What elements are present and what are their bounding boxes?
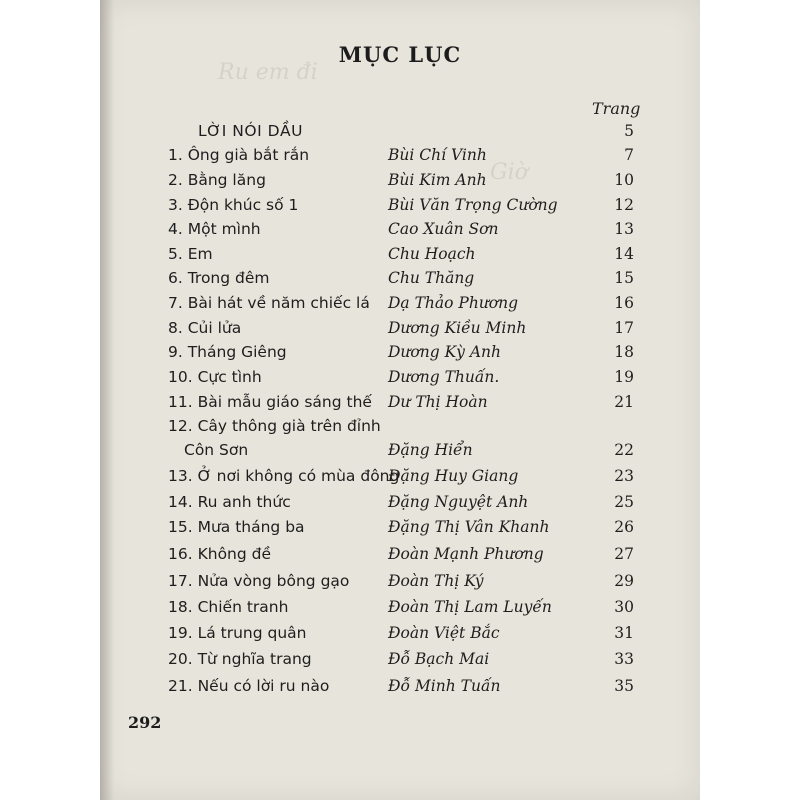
toc-entry xyxy=(0,294,800,318)
entry-page-number: 17 xyxy=(614,319,634,337)
toc-entry xyxy=(0,146,800,170)
toc-entry xyxy=(0,393,800,417)
toc-entry xyxy=(0,598,800,622)
poem-title: 21. Nếu có lời ru nào xyxy=(168,677,330,695)
entry-page-number: 29 xyxy=(614,572,634,590)
entry-page-number: 12 xyxy=(614,196,634,214)
entry-page-number: 26 xyxy=(614,518,634,536)
toc-entry xyxy=(0,122,800,146)
author-name: Đoàn Mạnh Phương xyxy=(388,545,544,563)
entry-page-number: 14 xyxy=(614,245,634,263)
entry-page-number: 16 xyxy=(614,294,634,312)
poem-title: 17. Nửa vòng bông gạo xyxy=(168,572,350,590)
entry-page-number: 18 xyxy=(614,343,634,361)
toc-entry xyxy=(0,245,800,269)
toc-entry xyxy=(0,441,800,465)
toc-entry xyxy=(0,368,800,392)
author-name: Bùi Văn Trọng Cường xyxy=(388,196,558,214)
entry-page-number: 35 xyxy=(614,677,634,695)
toc-entry xyxy=(0,417,800,441)
toc-entry xyxy=(0,319,800,343)
toc-entry xyxy=(0,572,800,596)
entry-page-number: 5 xyxy=(624,122,634,140)
poem-title: 15. Mưa tháng ba xyxy=(168,518,305,536)
author-name: Đỗ Bạch Mai xyxy=(388,650,490,668)
toc-entry xyxy=(0,493,800,517)
entry-page-number: 15 xyxy=(614,269,634,287)
entry-page-number: 22 xyxy=(614,441,634,459)
author-name: Cao Xuân Sơn xyxy=(388,220,499,238)
entry-page-number: 33 xyxy=(614,650,634,668)
show-through-text: Ru em đi xyxy=(218,60,318,85)
author-name: Bùi Kim Anh xyxy=(388,171,487,189)
toc-entry xyxy=(0,650,800,674)
poem-title: 13. Ở nơi không có mùa đông xyxy=(168,467,400,485)
author-name: Dư Thị Hoàn xyxy=(388,393,488,411)
poem-title: 12. Cây thông già trên đỉnh xyxy=(168,417,381,435)
entry-page-number: 30 xyxy=(614,598,634,616)
poem-title: 7. Bài hát về năm chiếc lá xyxy=(168,294,370,312)
author-name: Dạ Thảo Phương xyxy=(388,294,519,312)
show-through-text: Giờ xyxy=(490,160,528,185)
author-name: Chu Thăng xyxy=(388,269,475,287)
poem-title: 14. Ru anh thức xyxy=(168,493,291,511)
entry-page-number: 25 xyxy=(614,493,634,511)
toc-entry xyxy=(0,269,800,293)
entry-page-number: 13 xyxy=(614,220,634,238)
page-title: MỤC LỤC xyxy=(338,42,462,67)
page-column-header: Trang xyxy=(592,99,641,118)
author-name: Đoàn Thị Ký xyxy=(388,572,484,590)
entry-page-number: 31 xyxy=(614,624,634,642)
author-name: Đỗ Minh Tuấn xyxy=(388,677,501,695)
poem-title: 18. Chiến tranh xyxy=(168,598,289,616)
poem-title: 6. Trong đêm xyxy=(168,269,270,287)
entry-page-number: 23 xyxy=(614,467,634,485)
toc-entry xyxy=(0,518,800,542)
author-name: Đặng Huy Giang xyxy=(388,467,519,485)
entry-page-number: 21 xyxy=(614,393,634,411)
entry-page-number: 27 xyxy=(614,545,634,563)
poem-title: 9. Tháng Giêng xyxy=(168,343,287,361)
toc-entry xyxy=(0,677,800,701)
author-name: Chu Hoạch xyxy=(388,245,476,263)
author-name: Đoàn Thị Lam Luyến xyxy=(388,598,552,616)
poem-title: 11. Bài mẫu giáo sáng thế xyxy=(168,393,372,411)
toc-entry xyxy=(0,545,800,569)
author-name: Đặng Nguyệt Anh xyxy=(388,493,529,511)
author-name: Đặng Thị Vân Khanh xyxy=(388,518,550,536)
poem-title: 20. Từ nghĩa trang xyxy=(168,650,312,668)
toc-entry xyxy=(0,467,800,491)
entry-page-number: 10 xyxy=(614,171,634,189)
poem-title: Côn Sơn xyxy=(184,441,249,459)
author-name: Bùi Chí Vinh xyxy=(388,146,487,164)
page-number: 292 xyxy=(128,713,162,732)
author-name: Dương Kỳ Anh xyxy=(388,343,501,361)
poem-title: 4. Một mình xyxy=(168,220,261,238)
author-name: Đặng Hiển xyxy=(388,441,473,459)
toc-entry xyxy=(0,171,800,195)
entry-page-number: 7 xyxy=(624,146,634,164)
toc-entry xyxy=(0,196,800,220)
poem-title: 8. Củi lửa xyxy=(168,319,242,337)
poem-title: 2. Bằng lăng xyxy=(168,171,266,189)
poem-title: 5. Em xyxy=(168,245,213,263)
toc-entry xyxy=(0,343,800,367)
author-name: Đoàn Việt Bắc xyxy=(388,624,500,642)
poem-title: 10. Cực tình xyxy=(168,368,262,386)
author-name: Dương Kiều Minh xyxy=(388,319,527,337)
toc-entry xyxy=(0,624,800,648)
poem-title: 3. Độn khúc số 1 xyxy=(168,196,299,214)
author-name: Dương Thuấn. xyxy=(388,368,500,386)
entry-page-number: 19 xyxy=(614,368,634,386)
poem-title: 19. Lá trung quân xyxy=(168,624,307,642)
poem-title: 1. Ông già bắt rắn xyxy=(168,146,310,164)
poem-title: 16. Không đề xyxy=(168,545,272,563)
foreword-title: LỜI NÓI DẦU xyxy=(198,122,303,140)
toc-entry xyxy=(0,220,800,244)
